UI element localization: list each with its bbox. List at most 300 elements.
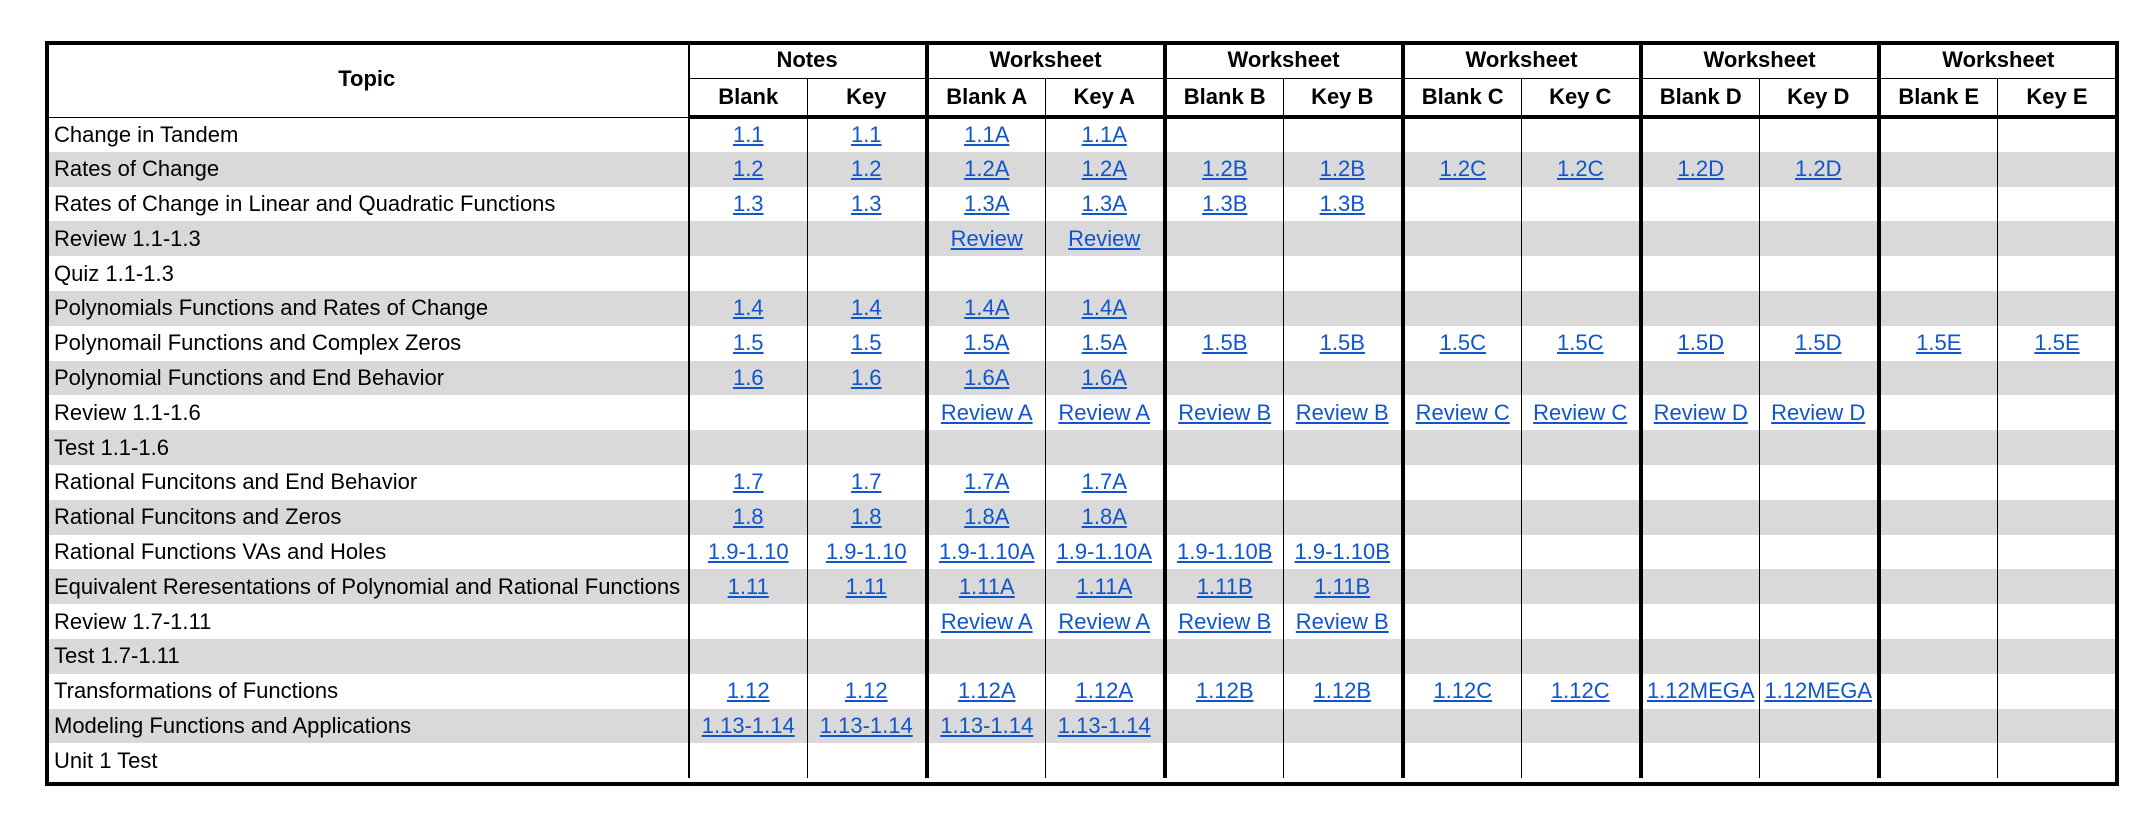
resource-cell (1879, 117, 1998, 152)
table-row (46, 535, 2117, 570)
resource-cell (1879, 221, 1998, 256)
resource-link[interactable]: 1.9-1.10 (825, 538, 907, 564)
resource-cell (1403, 256, 1522, 291)
resource-cell (1998, 430, 2117, 465)
resource-link[interactable]: 1.9-1.10B (1177, 538, 1273, 564)
table-row (46, 465, 2117, 500)
resource-cell (1165, 221, 1284, 256)
resource-cell (1879, 743, 1998, 778)
resource-cell (1284, 187, 1403, 222)
topic-cell: Polynomail Functions and Complex Zeros (46, 326, 689, 361)
resource-link[interactable]: 1.11B (1314, 573, 1371, 599)
resource-cell (808, 256, 927, 291)
resource-link[interactable]: 1.1 (732, 122, 764, 148)
resource-cell (927, 709, 1046, 744)
resource-cell (1522, 291, 1641, 326)
column-header: Blank B (1165, 79, 1284, 118)
resource-link[interactable]: 1.13-1.14 (701, 712, 795, 738)
resource-link[interactable]: 1.2A (1081, 156, 1127, 182)
resource-link[interactable]: Review (1068, 225, 1141, 251)
resource-cell (1165, 256, 1284, 291)
table-row (46, 639, 2117, 674)
resource-link[interactable]: 1.5C (1439, 330, 1486, 356)
table-row (46, 291, 2117, 326)
resource-link[interactable]: 1.2D (1677, 156, 1724, 182)
resource-link[interactable]: 1.2C (1557, 156, 1604, 182)
resource-cell (808, 291, 927, 326)
resource-cell (1641, 743, 1760, 778)
resource-link[interactable]: 1.5B (1319, 330, 1365, 356)
resource-cell (1998, 395, 2117, 430)
column-header: Key C (1522, 79, 1641, 118)
resource-cell (1879, 187, 1998, 222)
resource-link[interactable]: Review A (940, 608, 1033, 634)
resource-cell (1403, 500, 1522, 535)
resource-cell (1760, 361, 1879, 396)
resource-cell (927, 395, 1046, 430)
resource-cell (1165, 500, 1284, 535)
resource-cell (1284, 500, 1403, 535)
resource-cell (689, 326, 808, 361)
resource-link[interactable]: 1.3 (850, 190, 882, 216)
resource-cell (1998, 639, 2117, 674)
column-header: Key (808, 79, 927, 118)
resource-link[interactable]: 1.11 (727, 573, 769, 599)
resource-cell (1165, 361, 1284, 396)
topic-cell: Quiz 1.1-1.3 (46, 256, 689, 291)
resource-cell (689, 117, 808, 152)
resource-cell (808, 465, 927, 500)
resource-cell (1760, 395, 1879, 430)
table-row (46, 117, 2117, 152)
resource-cell (1879, 639, 1998, 674)
resource-cell (808, 326, 927, 361)
resource-cell (1284, 256, 1403, 291)
table-row (46, 326, 2117, 361)
resource-cell (1284, 361, 1403, 396)
topic-cell: Change in Tandem (46, 117, 689, 152)
resource-link[interactable]: Review D (1653, 399, 1748, 425)
resource-cell (1522, 535, 1641, 570)
header-group-row (46, 42, 2117, 79)
resource-link[interactable]: 1.9-1.10A (1056, 538, 1152, 564)
resource-link[interactable]: 1.13-1.14 (1057, 712, 1151, 738)
resource-cell (1284, 326, 1403, 361)
resource-link[interactable]: Review A (1058, 608, 1151, 634)
resource-cell (1403, 743, 1522, 778)
resource-cell (1284, 152, 1403, 187)
group-header-notes: Notes (689, 42, 927, 79)
resource-cell (689, 152, 808, 187)
resource-cell (1998, 117, 2117, 152)
resource-link[interactable]: 1.12A (958, 678, 1016, 704)
resource-cell (1641, 117, 1760, 152)
resource-cell (1046, 465, 1165, 500)
resource-cell (1879, 674, 1998, 709)
resource-link[interactable]: 1.11A (1076, 573, 1133, 599)
resource-cell (1284, 291, 1403, 326)
resource-cell (1165, 326, 1284, 361)
resource-link[interactable]: 1.12MEGA (1764, 678, 1873, 704)
resource-cell (808, 221, 927, 256)
resource-cell (1522, 256, 1641, 291)
resource-link[interactable]: 1.4 (850, 295, 882, 321)
resource-cell (689, 709, 808, 744)
resource-cell (927, 361, 1046, 396)
resource-link[interactable]: 1.12B (1196, 678, 1254, 704)
topic-cell: Rational Functions VAs and Holes (46, 535, 689, 570)
resource-cell (1403, 221, 1522, 256)
resource-cell (1879, 256, 1998, 291)
resource-link[interactable]: 1.5D (1677, 330, 1724, 356)
resource-cell (1403, 709, 1522, 744)
resource-cell (1165, 117, 1284, 152)
table-row (46, 604, 2117, 639)
resource-cell (1760, 187, 1879, 222)
topic-cell: Rates of Change in Linear and Quadratic Functions (46, 187, 689, 222)
resource-link[interactable]: 1.5E (1916, 330, 1962, 356)
table-header (46, 42, 2117, 118)
resource-cell (1046, 639, 1165, 674)
resource-link[interactable]: 1.12C (1550, 678, 1610, 704)
group-header-worksheet-d: Worksheet (1641, 42, 1879, 79)
resource-cell (927, 535, 1046, 570)
resource-cell (1165, 291, 1284, 326)
table-row (46, 743, 2117, 778)
resource-link[interactable]: 1.5A (964, 330, 1010, 356)
resource-cell (1641, 152, 1760, 187)
resource-cell (927, 152, 1046, 187)
resource-cell (1760, 604, 1879, 639)
topic-cell: Test 1.7-1.11 (46, 639, 689, 674)
resource-link[interactable]: 1.5A (1081, 330, 1127, 356)
resource-link[interactable]: 1.4A (964, 295, 1010, 321)
resource-cell (1403, 117, 1522, 152)
resource-link[interactable]: 1.6A (1081, 364, 1127, 390)
resource-cell (689, 256, 808, 291)
topic-cell: Rates of Change (46, 152, 689, 187)
resource-cell (1165, 187, 1284, 222)
resource-cell (1522, 604, 1641, 639)
resource-cell (1760, 639, 1879, 674)
resource-link[interactable]: 1.3B (1202, 190, 1248, 216)
resource-link[interactable]: 1.12 (726, 678, 770, 704)
resource-cell (808, 117, 927, 152)
resource-link[interactable]: Review C (1533, 399, 1628, 425)
table-body (46, 117, 2117, 778)
resource-link[interactable]: 1.11 (845, 573, 887, 599)
resource-cell (1998, 221, 2117, 256)
resource-cell (1879, 395, 1998, 430)
group-header-worksheet-b: Worksheet (1165, 42, 1403, 79)
resource-cell (1046, 674, 1165, 709)
resource-link[interactable]: 1.1 (850, 122, 882, 148)
resource-cell (1522, 221, 1641, 256)
resource-cell (808, 535, 927, 570)
resource-cell (1998, 569, 2117, 604)
resource-cell (1998, 326, 2117, 361)
resource-link[interactable]: 1.4A (1081, 295, 1127, 321)
resource-cell (927, 500, 1046, 535)
resource-link[interactable]: 1.11A (958, 573, 1015, 599)
resource-cell (1403, 430, 1522, 465)
resource-cell (1760, 221, 1879, 256)
resource-link[interactable]: Review B (1178, 399, 1272, 425)
resource-cell (1641, 500, 1760, 535)
resource-cell (1046, 569, 1165, 604)
resource-cell (927, 256, 1046, 291)
resource-cell (1403, 639, 1522, 674)
resource-cell (1284, 569, 1403, 604)
resource-cell (1284, 221, 1403, 256)
resource-cell (1046, 430, 1165, 465)
resource-cell (1998, 709, 2117, 744)
resource-link[interactable]: 1.11B (1196, 573, 1253, 599)
resource-cell (1403, 187, 1522, 222)
resource-cell (1165, 535, 1284, 570)
resource-cell (1641, 326, 1760, 361)
resource-cell (1641, 361, 1760, 396)
resource-cell (1284, 743, 1403, 778)
resource-cell (808, 430, 927, 465)
column-header: Key D (1760, 79, 1879, 118)
resource-link[interactable]: 1.13-1.14 (940, 712, 1034, 738)
resource-cell (1165, 604, 1284, 639)
resource-cell (1641, 256, 1760, 291)
resource-cell (1284, 639, 1403, 674)
resource-cell (1165, 152, 1284, 187)
resource-link[interactable]: 1.4 (732, 295, 764, 321)
topic-cell: Polynomials Functions and Rates of Change (46, 291, 689, 326)
resource-link[interactable]: 1.12A (1075, 678, 1133, 704)
topic-cell: Rational Funcitons and End Behavior (46, 465, 689, 500)
resource-link[interactable]: 1.2 (732, 156, 764, 182)
resource-cell (1165, 569, 1284, 604)
resource-link[interactable]: 1.8 (732, 504, 764, 530)
column-header: Blank (689, 79, 808, 118)
resource-cell (1879, 604, 1998, 639)
resource-cell (1165, 639, 1284, 674)
resource-cell (808, 569, 927, 604)
resource-cell (1403, 395, 1522, 430)
resource-cell (689, 187, 808, 222)
resource-cell (1046, 604, 1165, 639)
resource-cell (1998, 674, 2117, 709)
resource-cell (689, 361, 808, 396)
resource-link[interactable]: 1.9-1.10B (1294, 538, 1390, 564)
resource-link[interactable]: 1.6 (732, 364, 764, 390)
column-header: Blank D (1641, 79, 1760, 118)
resource-cell (1641, 639, 1760, 674)
resource-cell (1760, 674, 1879, 709)
resource-link[interactable]: Review C (1415, 399, 1510, 425)
resource-link[interactable]: 1.5 (850, 330, 882, 356)
resource-cell (1760, 465, 1879, 500)
resource-cell (1165, 465, 1284, 500)
resource-cell (1998, 535, 2117, 570)
resource-link[interactable]: 1.9-1.10A (939, 538, 1035, 564)
resource-cell (689, 395, 808, 430)
resource-cell (1641, 187, 1760, 222)
resource-link[interactable]: Review B (1295, 608, 1389, 634)
resource-cell (1046, 395, 1165, 430)
resource-cell (1403, 465, 1522, 500)
resource-cell (1760, 117, 1879, 152)
resource-cell (1046, 117, 1165, 152)
resource-link[interactable]: 1.2D (1795, 156, 1842, 182)
resource-link[interactable]: 1.8A (964, 504, 1010, 530)
resource-cell (1046, 500, 1165, 535)
resource-link[interactable]: 1.2A (964, 156, 1010, 182)
resource-link[interactable]: 1.2B (1319, 156, 1365, 182)
resource-link[interactable]: 1.2B (1202, 156, 1248, 182)
resource-link[interactable]: 1.3A (1081, 190, 1127, 216)
resource-cell (1522, 187, 1641, 222)
resource-link[interactable]: 1.12 (844, 678, 888, 704)
resource-link[interactable]: 1.7A (964, 469, 1010, 495)
resource-link[interactable]: 1.5E (2034, 330, 2080, 356)
resource-cell (927, 117, 1046, 152)
resource-cell (1284, 395, 1403, 430)
resource-cell (1522, 326, 1641, 361)
resource-cell (1760, 326, 1879, 361)
resource-link[interactable]: 1.7 (850, 469, 882, 495)
topic-cell: Polynomial Functions and End Behavior (46, 361, 689, 396)
resource-table (45, 41, 2117, 778)
topic-cell: Review 1.1-1.3 (46, 221, 689, 256)
resource-cell (1879, 535, 1998, 570)
table-row (46, 674, 2117, 709)
resource-cell (1760, 569, 1879, 604)
resource-cell (927, 743, 1046, 778)
resource-cell (1879, 569, 1998, 604)
resource-cell (1760, 291, 1879, 326)
resource-cell (1046, 743, 1165, 778)
resource-cell (927, 604, 1046, 639)
resource-cell (1522, 465, 1641, 500)
resource-cell (1522, 152, 1641, 187)
table-row (46, 569, 2117, 604)
resource-link[interactable]: 1.2 (850, 156, 882, 182)
resource-link[interactable]: 1.5 (732, 330, 764, 356)
resource-cell (1522, 361, 1641, 396)
resource-cell (1284, 535, 1403, 570)
resource-link[interactable]: 1.1A (1081, 122, 1127, 148)
resource-link[interactable]: Review A (940, 399, 1033, 425)
resource-cell (1046, 326, 1165, 361)
resource-link[interactable]: 1.12B (1313, 678, 1371, 704)
resource-cell (1403, 535, 1522, 570)
resource-cell (1641, 535, 1760, 570)
resource-cell (1165, 709, 1284, 744)
resource-cell (1046, 291, 1165, 326)
resource-cell (1522, 639, 1641, 674)
resource-cell (808, 674, 927, 709)
resource-cell (1046, 187, 1165, 222)
resource-cell (808, 639, 927, 674)
resource-cell (1522, 709, 1641, 744)
resource-cell (1403, 361, 1522, 396)
resource-link[interactable]: Review D (1771, 399, 1866, 425)
resource-cell (689, 639, 808, 674)
table-row (46, 395, 2117, 430)
resource-cell (1522, 117, 1641, 152)
resource-cell (808, 604, 927, 639)
resource-link[interactable]: 1.12MEGA (1646, 678, 1755, 704)
resource-link[interactable]: 1.5D (1795, 330, 1842, 356)
resource-cell (689, 674, 808, 709)
resource-cell (1879, 500, 1998, 535)
resource-cell (1046, 361, 1165, 396)
resource-cell (1522, 430, 1641, 465)
resource-cell (689, 569, 808, 604)
topic-cell: Transformations of Functions (46, 674, 689, 709)
resource-link[interactable]: 1.9-1.10 (707, 538, 789, 564)
resource-cell (808, 361, 927, 396)
resource-cell (1284, 465, 1403, 500)
resource-cell (1641, 395, 1760, 430)
resource-cell (808, 395, 927, 430)
resource-link[interactable]: 1.8A (1081, 504, 1127, 530)
resource-link[interactable]: 1.12C (1433, 678, 1493, 704)
resource-cell (1641, 221, 1760, 256)
resource-link[interactable]: 1.3A (964, 190, 1010, 216)
resource-cell (1046, 152, 1165, 187)
resource-link[interactable]: Review B (1295, 399, 1389, 425)
resource-cell (689, 430, 808, 465)
resource-cell (1879, 326, 1998, 361)
resource-link[interactable]: 1.8 (850, 504, 882, 530)
resource-link[interactable]: Review A (1058, 399, 1151, 425)
topic-cell: Unit 1 Test (46, 743, 689, 778)
resource-cell (1641, 430, 1760, 465)
resource-cell (1522, 674, 1641, 709)
resource-link[interactable]: 1.3B (1319, 190, 1365, 216)
resource-cell (689, 221, 808, 256)
resource-cell (1284, 709, 1403, 744)
resource-cell (1998, 604, 2117, 639)
resource-link[interactable]: 1.7 (732, 469, 764, 495)
resource-cell (1760, 709, 1879, 744)
resource-link[interactable]: 1.3 (732, 190, 764, 216)
resource-cell (927, 291, 1046, 326)
resource-link[interactable]: 1.6 (850, 364, 882, 390)
column-header: Blank E (1879, 79, 1998, 118)
resource-link[interactable]: 1.7A (1081, 469, 1127, 495)
resource-cell (1998, 152, 2117, 187)
resource-cell (1998, 361, 2117, 396)
resource-cell (1403, 152, 1522, 187)
resource-link[interactable]: 1.5B (1202, 330, 1248, 356)
resource-cell (1760, 152, 1879, 187)
topic-cell: Review 1.1-1.6 (46, 395, 689, 430)
resource-cell (1641, 291, 1760, 326)
resource-link[interactable]: 1.2C (1439, 156, 1486, 182)
resource-link[interactable]: 1.1A (964, 122, 1010, 148)
resource-link[interactable]: 1.5C (1557, 330, 1604, 356)
resource-cell (1403, 569, 1522, 604)
table-row (46, 256, 2117, 291)
resource-link[interactable]: 1.13-1.14 (819, 712, 913, 738)
table-row (46, 152, 2117, 187)
column-header: Blank C (1403, 79, 1522, 118)
resource-cell (1998, 500, 2117, 535)
table-row (46, 187, 2117, 222)
resource-link[interactable]: 1.6A (964, 364, 1010, 390)
resource-link[interactable]: Review (950, 225, 1023, 251)
group-header-worksheet-e: Worksheet (1879, 42, 2117, 79)
resource-link[interactable]: Review B (1178, 608, 1272, 634)
